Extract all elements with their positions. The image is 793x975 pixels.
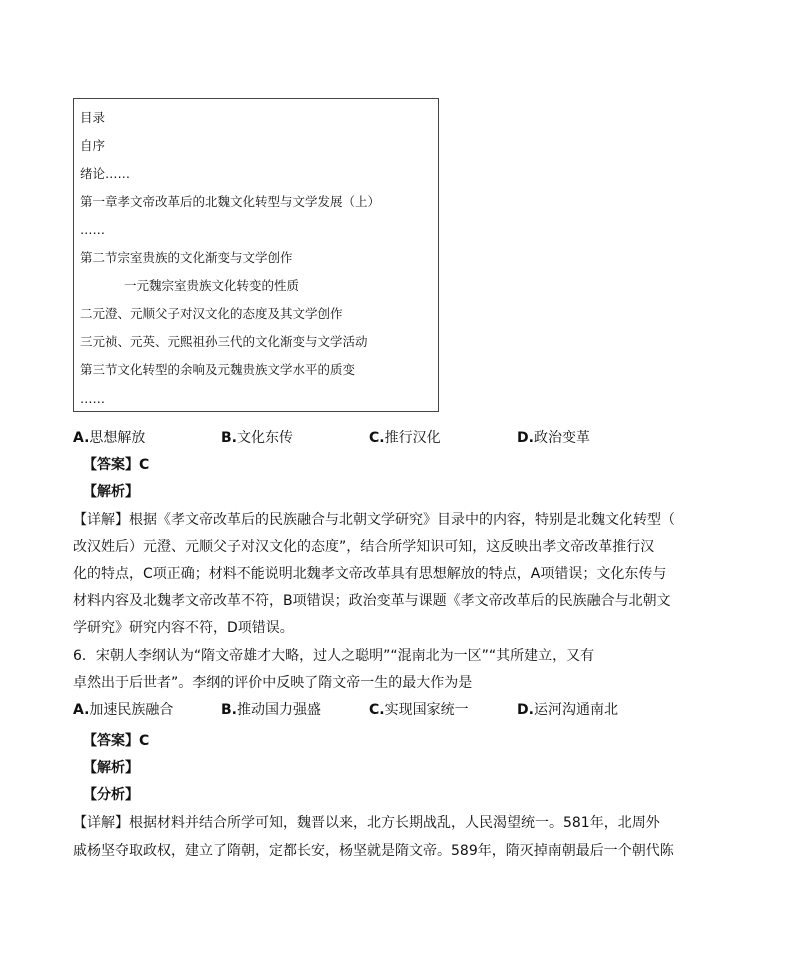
toc-line: …… bbox=[80, 391, 105, 406]
option-text: 文化东传 bbox=[237, 430, 293, 446]
toc-line: 一元魏宗室贵族文化转变的性质 bbox=[124, 278, 300, 293]
q5-analysis-label: 【解析】 bbox=[83, 484, 139, 500]
q6-stem-line: 6．宋朝人李纲认为“隋文帝雄才大略，过人之聪明”“混南北为一区”“其所建立，又有 bbox=[73, 648, 595, 664]
toc-line: 自序 bbox=[80, 138, 106, 153]
q5-detail-line: 材料内容及北魏孝文帝改革不符，B项错误；政治变革与课题《孝文帝改革后的民族融合与北朝文 bbox=[73, 593, 671, 609]
option-text: 推动国力强盛 bbox=[237, 702, 321, 718]
option-letter: A. bbox=[73, 430, 90, 446]
q5-detail-line: 学研究》研究内容不符，D项错误。 bbox=[73, 620, 294, 636]
option-letter: C. bbox=[369, 430, 385, 446]
q6-fenxi-label: 【分析】 bbox=[83, 787, 139, 803]
option-letter: D. bbox=[517, 430, 534, 446]
q5-option-c bbox=[369, 428, 441, 448]
option-letter: D. bbox=[517, 702, 534, 718]
q5-answer: 【答案】C bbox=[83, 457, 150, 473]
q6-option-b bbox=[221, 700, 321, 720]
toc-line: 第三节文化转型的余响及元魏贵族文学水平的质变 bbox=[80, 362, 356, 377]
option-text: 实现国家统一 bbox=[384, 702, 469, 718]
q6-analysis-label: 【解析】 bbox=[83, 760, 139, 776]
toc-line: 二元澄、元顺父子对汉文化的态度及其文学创作 bbox=[80, 306, 343, 321]
q5-option-b bbox=[221, 428, 293, 448]
toc-line: …… bbox=[80, 222, 105, 237]
q6-option-c bbox=[369, 700, 469, 720]
option-letter: A. bbox=[73, 702, 90, 718]
q6-answer: 【答案】C bbox=[83, 733, 150, 749]
toc-line: 目录 bbox=[80, 110, 106, 125]
option-text: 推行汉化 bbox=[384, 430, 441, 446]
option-text: 政治变革 bbox=[533, 430, 590, 446]
q5-detail-line: 【详解】根据《孝文帝改革后的民族融合与北朝文学研究》目录中的内容，特别是北魏文化转型（ bbox=[73, 512, 675, 528]
toc-line: 第二节宗室贵族的文化渐变与文学创作 bbox=[80, 250, 293, 265]
option-letter: B. bbox=[221, 702, 237, 718]
q6-option-a bbox=[73, 700, 173, 720]
q6-option-d bbox=[517, 700, 618, 720]
q5-detail-line: 化的特点，C项正确；材料不能说明北魏孝文帝改革具有思想解放的特点，A项错误；文化东传与 bbox=[73, 566, 667, 582]
toc-line: 三元祯、元英、元熙祖孙三代的文化渐变与文学活动 bbox=[80, 334, 368, 349]
option-text: 运河沟通南北 bbox=[533, 702, 618, 718]
option-text: 加速民族融合 bbox=[89, 702, 174, 718]
option-text: 思想解放 bbox=[89, 430, 146, 446]
option-letter: C. bbox=[369, 702, 385, 718]
toc-line: 绪论…… bbox=[80, 166, 131, 181]
q5-detail-line: 改汉姓后）元澄、元顺父子对汉文化的态度”，结合所学知识可知，这反映出孝文帝改革推行汉 bbox=[73, 539, 655, 555]
q5-option-a bbox=[73, 428, 145, 448]
q6-detail-line: 【详解】根据材料并结合所学可知，魏晋以来，北方长期战乱，人民渴望统一。581年，北周外 bbox=[73, 815, 660, 831]
q5-option-d bbox=[517, 428, 590, 448]
option-letter: B. bbox=[221, 430, 237, 446]
toc-line: 第一章孝文帝改革后的北魏文化转型与文学发展（上） bbox=[80, 194, 381, 209]
q6-detail-line: 戚杨坚夺取政权，建立了隋朝，定都长安，杨坚就是隋文帝。589年，隋灭掉南朝最后一个朝代陈 bbox=[73, 843, 674, 859]
q6-stem-line: 卓然出于后世者”。李纲的评价中反映了隋文帝一生的最大作为是 bbox=[73, 675, 473, 691]
